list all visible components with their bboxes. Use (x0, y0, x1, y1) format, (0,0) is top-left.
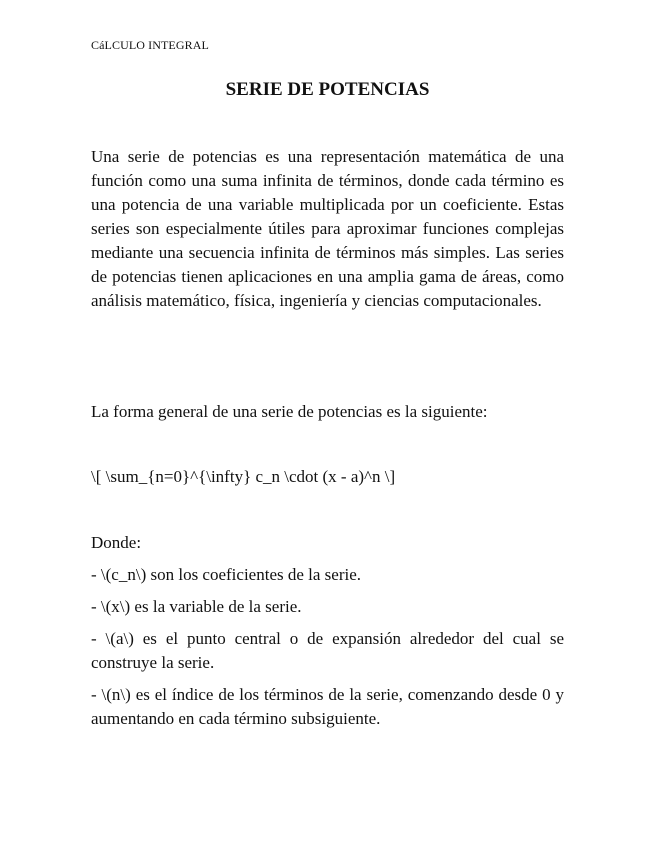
intro-paragraph: Una serie de potencias es una representación matemática de una función como una suma infinita de términos, donde cada término es una potencia de una variable multiplicada por un coeficiente. Estas series son especialmente útiles para aproximar funciones complejas mediante una secuencia infinita de términos más simples. Las series de potencias tienen aplicaciones en una amplia gama de áreas, como análisis matemático, física, ingeniería y ciencias computacionales. (91, 147, 564, 310)
donde-label: Donde: (91, 533, 142, 552)
general-form-paragraph: La forma general de una serie de potencias es la siguiente: (91, 402, 488, 421)
page-title: SERIE DE POTENCIAS (225, 79, 430, 100)
formula-line: \[ \sum_{n=0}^{\infty} c_n \cdot (x - a)^n \] (91, 467, 396, 486)
list-item: - \(a\) es el punto central o de expansión alrededor del cual se construye la serie. (91, 629, 564, 672)
list-item: - \(c_n\) son los coeficientes de la serie. (91, 565, 362, 584)
running-header: CáLCULO INTEGRAL (91, 38, 209, 52)
list-item: - \(x\) es la variable de la serie. (91, 597, 302, 616)
list-item: - \(n\) es el índice de los términos de la serie, comenzando desde 0 y aumentando en cada término subsiguiente. (91, 685, 564, 728)
